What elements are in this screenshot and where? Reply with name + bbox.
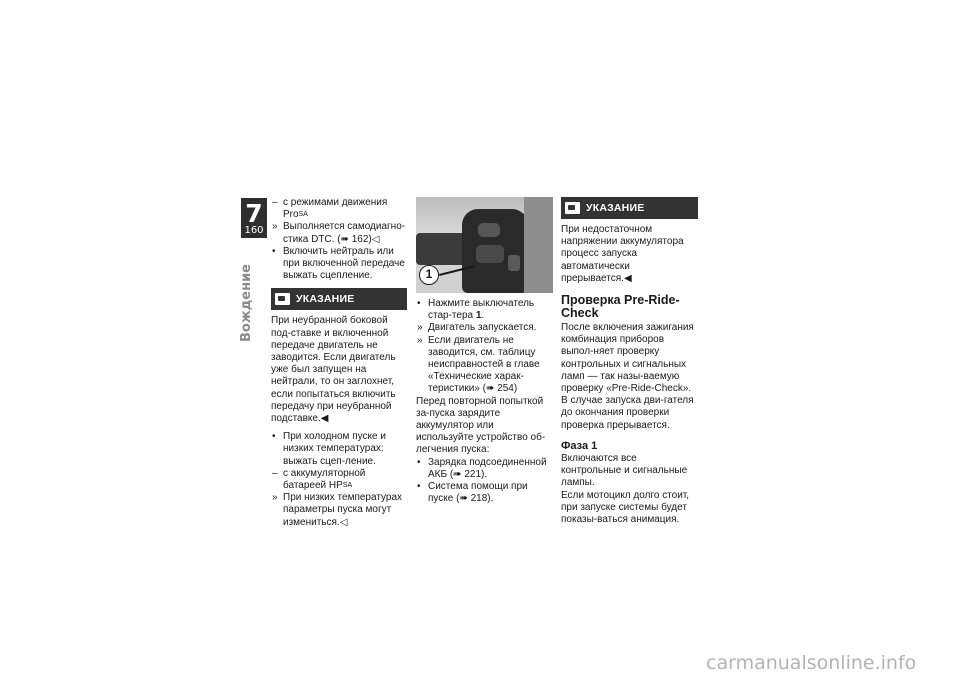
list-item: – с аккумуляторной батареей $HP^{SA}$ xyxy=(272,467,366,492)
warning-label: УКАЗАНИЕ xyxy=(296,293,355,306)
subsection-heading: Фаза 1 xyxy=(561,439,598,452)
list-item: • Включить нейтраль или при включенной передаче выжать сцепление. xyxy=(272,245,405,282)
list-item: – с режимами движения Pro$^{SA}$ xyxy=(272,197,388,221)
brake-lever xyxy=(524,197,553,293)
list-item: » Двигатель запускается. xyxy=(417,322,537,334)
watermark-text: carmanualsonline.info xyxy=(706,652,917,674)
warning-icon xyxy=(565,202,580,214)
handlebar-switch-photo xyxy=(416,197,553,293)
warning-icon xyxy=(275,293,290,305)
warning-text: При недостаточном напряжении аккумулятора процесс запуска автоматически прерывается.◀ xyxy=(561,224,684,284)
switch-button xyxy=(478,223,500,237)
callout-number: 1 xyxy=(419,265,439,285)
section-heading: Проверка Pre-Ride-Check xyxy=(561,293,680,321)
switch-button xyxy=(508,255,520,271)
chapter-title: Вождение xyxy=(239,264,254,342)
list-item: • Система помощи при пуске (➠ 218). xyxy=(417,481,528,505)
starter-button xyxy=(476,245,504,263)
paragraph: Перед повторной попыткой за-пуска зарядите аккумулятор или используйте устройство об-легчения пуска: xyxy=(416,395,546,456)
warning-text: При неубранной боковой под-ставке и включенной передаче двигатель не заводится. Если двигатель уже был запущен на нейтрали, то он заглохнет, если попытаться включить передачу при неубранной подставке.◀ xyxy=(271,315,396,425)
warning-banner xyxy=(561,197,698,219)
paragraph: После включения зажигания комбинация приборов выпол-няет проверку контрольных и сигнальных ламп — так назы-ваемую проверку «Pre-Ride-Check». В случае запуска дви-гателя до окончания проверки проверка прерывается. xyxy=(561,322,694,431)
column-1 xyxy=(271,197,407,529)
list-item: • Нажмите выключатель стар-тера 1. xyxy=(417,298,535,322)
list-item: » При низких температурах параметры пуска могут измениться.◁ xyxy=(272,492,403,528)
warning-label: УКАЗАНИЕ xyxy=(586,201,645,214)
page-number: 160 xyxy=(244,225,264,236)
list-item: » Выполняется самодиагно-стика DTC. (➠ 162)◁ xyxy=(272,221,406,245)
chapter-tab xyxy=(241,198,267,238)
paragraph: Включаются все контрольные и сигнальные лампы. xyxy=(561,453,688,489)
list-item: • Зарядка подсоединенной АКБ (➠ 221). xyxy=(417,456,547,480)
paragraph: Если мотоцикл долго стоит, при запуске системы будет показы-ваться анимация. xyxy=(561,489,690,526)
warning-banner xyxy=(271,288,407,310)
column-3 xyxy=(561,197,698,526)
chapter-number: 7 xyxy=(245,199,263,228)
list-item: » Если двигатель не заводится, см. таблицу неисправностей в главе «Технические харак-теристики» (➠ 254) xyxy=(417,334,540,395)
list-item: • При холодном пуске и низких температурах: выжать сцеп-ление. xyxy=(272,431,386,467)
handlebar-grip xyxy=(416,233,466,265)
column-2 xyxy=(416,298,553,505)
